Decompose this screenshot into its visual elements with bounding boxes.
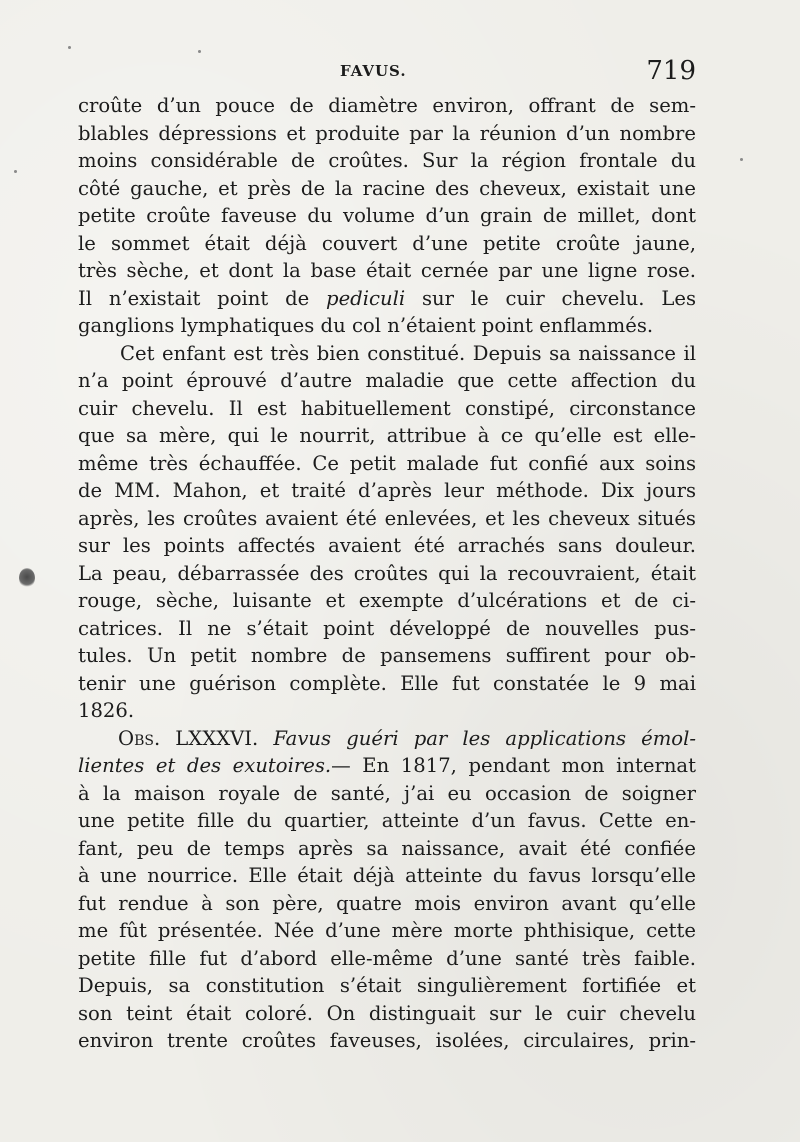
text-line: le sommet était déjà couvert d’une petite croûte jaune,: [78, 231, 696, 255]
latin-term: pediculi: [326, 286, 406, 310]
text-line: ganglions lymphatiques du col n’étaient point enflammés.: [78, 314, 654, 337]
text-line: [78, 752, 696, 780]
text-line: 1826.: [78, 699, 135, 722]
text-line: environ trente croûtes faveuses, isolées, circulaires, prin-: [78, 1029, 696, 1052]
text-line: croûte d’un pouce de diamètre environ, offrant de sem-: [78, 94, 696, 117]
text-line: à une nourrice. Elle était déjà atteinte du favus lorsqu’elle: [78, 864, 696, 887]
speck: [198, 50, 201, 53]
speck: [14, 170, 17, 173]
page-header: [78, 58, 696, 92]
text-line: moins considérable de croûtes. Sur la région frontale du: [78, 149, 696, 172]
text-line: rouge, sèche, luisante et exempte d’ulcérations et de ci-: [78, 589, 696, 612]
speck: [68, 46, 71, 49]
observation-heading-line: [78, 725, 696, 753]
text-line: petite fille fut d’abord elle-même d’une santé très faible.: [78, 946, 696, 970]
text-line: tenir une guérison complète. Elle fut constatée le 9 mai: [78, 671, 696, 695]
observation-number: Obs. LXXXVI.: [118, 726, 259, 750]
text-line: n’a point éprouvé d’autre maladie que cette affection du: [78, 369, 696, 392]
text-line: fut rendue à son père, quatre mois environ avant qu’elle: [78, 891, 696, 915]
ink-blot: [19, 568, 35, 588]
text-run: Il n’existait point de: [78, 286, 327, 310]
text-line: catrices. Il ne s’était point développé de nouvelles pus-: [78, 616, 696, 640]
text-line: à la maison royale de santé, j’ai eu occasion de soigner: [78, 781, 696, 805]
text-line: une petite fille du quartier, atteinte d’un favus. Cette en-: [78, 809, 696, 832]
text-line: [78, 285, 696, 313]
text-run: sur le cuir chevelu. Les: [405, 286, 696, 310]
text-line: côté gauche, et près de la racine des cheveux, existait une: [78, 176, 696, 200]
text-line: que sa mère, qui le nourrit, attribue à ce qu’elle est elle-: [78, 424, 696, 447]
paragraph-first-line: Cet enfant est très bien constitué. Depuis sa naissance il: [120, 341, 696, 365]
text-run: — En 1817, pendant mon internat: [331, 754, 696, 777]
text-line: fant, peu de temps après sa naissance, avait été confiée: [78, 836, 696, 860]
page-number: 719: [646, 56, 696, 86]
observation-title: Favus guéri par les applications émol-: [258, 726, 696, 750]
text-line: Depuis, sa constitution s’était singulièrement fortifiée et: [78, 974, 696, 997]
text-line: sur les points affectés avaient été arrachés sans douleur.: [78, 534, 696, 557]
text-line: petite croûte faveuse du volume d’un grain de millet, dont: [78, 204, 696, 227]
text-line: tules. Un petit nombre de pansemens suffirent pour ob-: [78, 644, 696, 667]
text-line: La peau, débarrassée des croûtes qui la recouvraient, était: [78, 561, 696, 585]
text-line: son teint était coloré. On distinguait sur le cuir chevelu: [78, 1001, 696, 1025]
running-head: FAVUS.: [340, 62, 407, 80]
text-line: cuir chevelu. Il est habituellement constipé, circonstance: [78, 396, 696, 420]
text-line: après, les croûtes avaient été enlevées, et les cheveux situés: [78, 506, 696, 530]
observation-title: lientes et des exutoires.: [78, 754, 332, 777]
speck: [740, 158, 743, 161]
text-line: même très échauffée. Ce petit malade fut confié aux soins: [78, 451, 696, 475]
text-line: me fût présentée. Née d’une mère morte phthisique, cette: [78, 919, 696, 942]
body-text: [78, 92, 696, 1055]
text-line: de MM. Mahon, et traité d’après leur méthode. Dix jours: [78, 479, 696, 502]
text-line: blables dépressions et produite par la réunion d’un nombre: [78, 121, 696, 145]
text-line: très sèche, et dont la base était cernée par une ligne rose.: [78, 259, 696, 282]
